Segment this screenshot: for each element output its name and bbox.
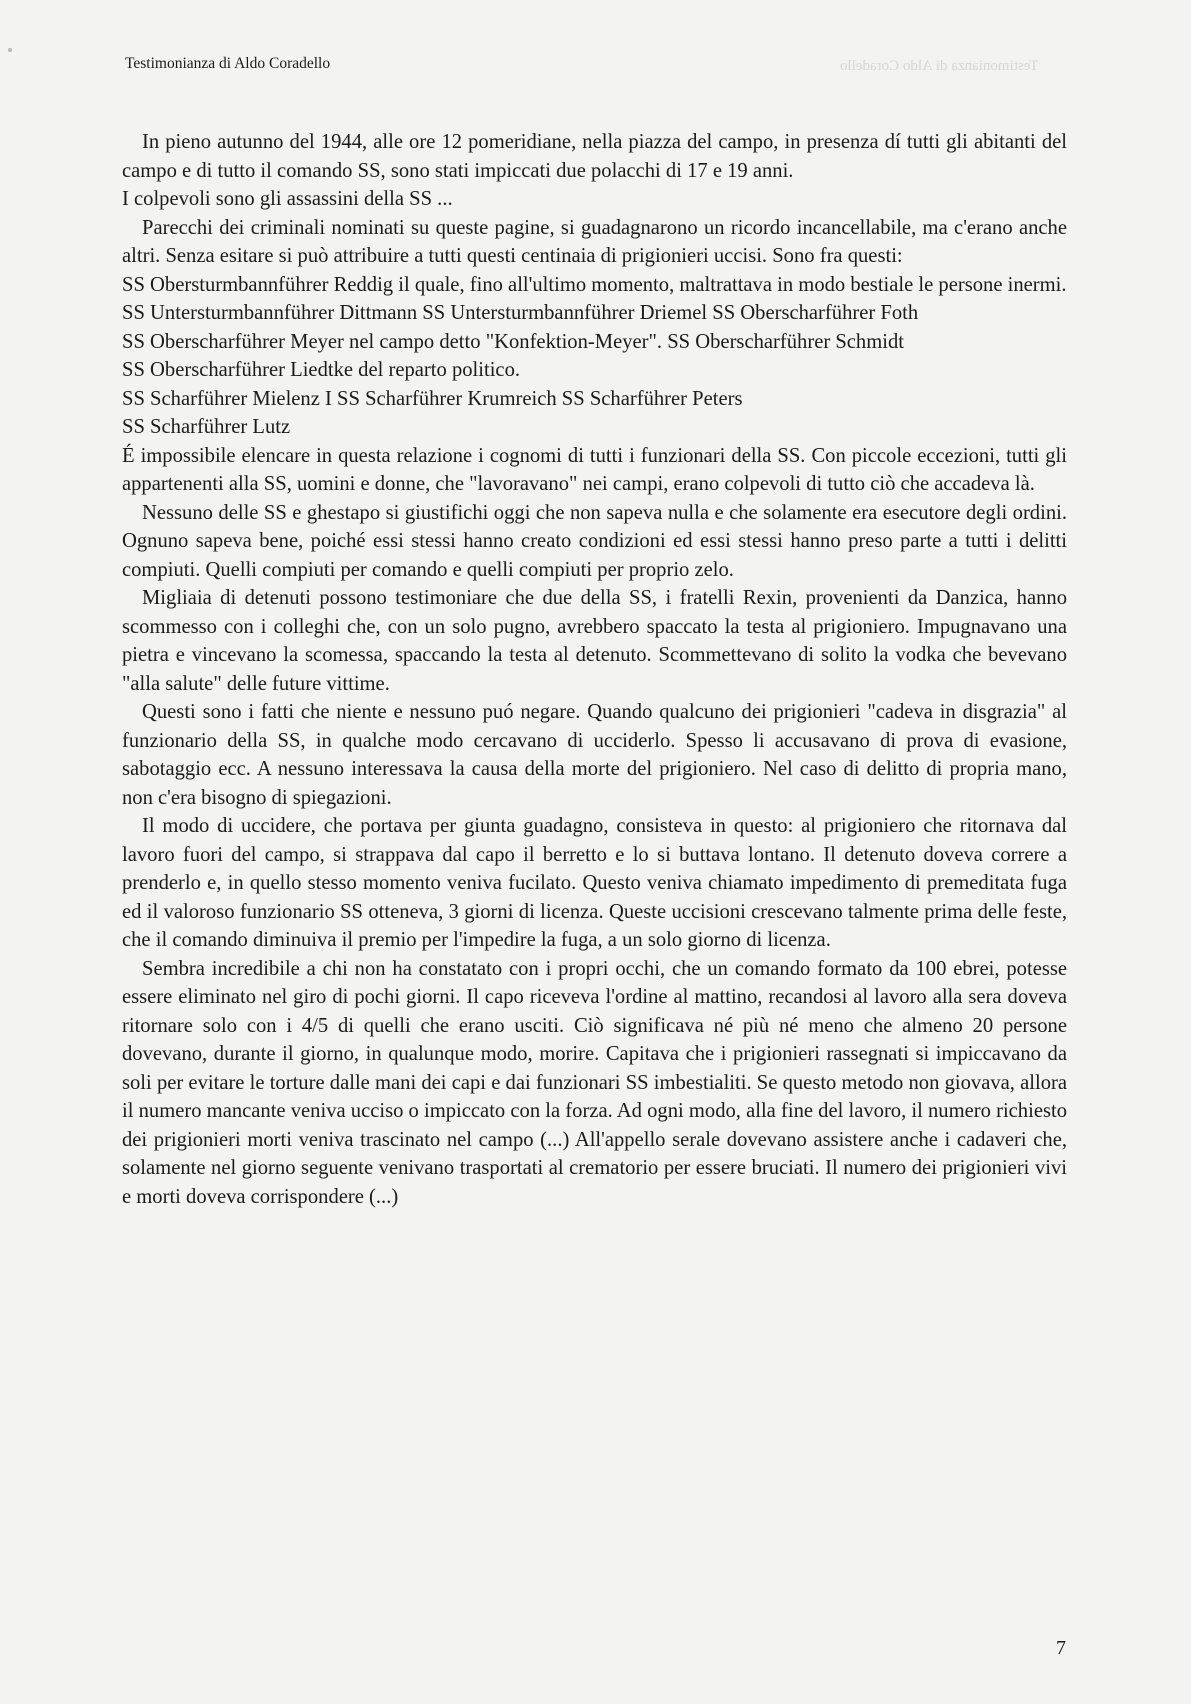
paragraph-no-excuse: Nessuno delle SS e ghestapo si giustifichi oggi che non sapeva nulla e che solamente era esecutore degli ordini. Ognuno sapeva bene, poiché essi stessi hanno creato condizioni ed essi stessi hanno preso parte a tutti i delitti compiuti. Quelli compiuti per comando e quelli compiuti per proprio zelo. bbox=[122, 501, 1067, 581]
paragraph-facts: Questi sono i fatti che niente e nessuno puó negare. Quando qualcuno dei prigionieri "cadeva in disgrazia" al funzionario della SS, in qualche modo cercavano di ucciderlo. Spesso li accusavano di prova di evasione, sabotaggio ecc. A nessuno interessava la causa della morte del prigioniero. Nel caso di delitto di propria mano, non c'era bisogno di spiegazioni. bbox=[122, 701, 1067, 809]
list-item-meyer-schmidt: SS Oberscharführer Meyer nel campo detto "Konfektion-Meyer". SS Oberscharführer Schmidt bbox=[122, 330, 904, 353]
list-item-lutz: SS Scharführer Lutz bbox=[122, 416, 291, 438]
list-item-liedtke: SS Oberscharführer Liedtke del reparto politico. bbox=[122, 359, 521, 381]
paragraph-rexin-brothers: Migliaia di detenuti possono testimoniare che due della SS, i fratelli Rexin, provenienti da Danzica, hanno scommesso con i colleghi che, con un solo pugno, avrebbero spaccato la testa al prigioniero. Impugnavano una pietra e vincevano la scomessa, spaccando la testa al detenuto. Scommettevano di solito la vodka che bevevano "alla salute" delle future vittime. bbox=[122, 587, 1067, 695]
bleed-through-header: Testimonianza di Aldo Coradello bbox=[840, 58, 1039, 74]
paragraph-command-100: Sembra incredibile a chi non ha constatato con i propri occhi, che un comando formato da 100 ebrei, potesse essere eliminato nel giro di pochi giorni. Il capo riceveva l'ordine al mattino, recandosi al lavoro alla sera doveva ritornare solo con i 4/5 di quelli che erano usciti. Ciò significava né più né meno che almeno 20 persone dovevano, durante il giorno, in qualunque modo, morire. Capitava che i prigionieri rassegnati si impiccavano da soli per evitare le torture dalle mani dei capi e dai funzionari SS imbestialiti. Se questo metodo non giovava, allora il numero mancante veniva ucciso o impiccato con la forza. Ad ogni modo, alla fine del lavoro, il numero richiesto dei prigionieri morti veniva trascinato nel campo (...) All'appello serale dovevano assistere anche i cadaveri che, solamente nel giorno seguente venivano trasportati al crematorio per essere bruciati. Il numero dei prigionieri vivi e morti doveva corrispondere (...) bbox=[122, 957, 1067, 1208]
list-item-dittmann-driemel-foth: SS Untersturmbannführer Dittmann SS Untersturmbannführer Driemel SS Oberscharführer Foth bbox=[122, 302, 919, 324]
paragraph-criminals-intro: Parecchi dei criminali nominati su queste pagine, si guadagnarono un ricordo incancellabile, ma c'erano anche altri. Senza esitare si può attribuire a tutti questi centinaia di prigionieri uccisi. Sono fra questi: bbox=[122, 216, 1067, 267]
list-item-reddig: SS Obersturmbannführer Reddig il quale, fino all'ultimo momento, maltrattava in modo bestiale le persone inermi. bbox=[122, 273, 1067, 296]
running-header: Testimonianza di Aldo Coradello bbox=[125, 55, 331, 72]
body-text bbox=[122, 128, 1067, 1211]
paragraph-culprits: I colpevoli sono gli assassini della SS ... bbox=[122, 188, 453, 210]
scan-speck bbox=[8, 48, 12, 52]
paragraph-execution: In pieno autunno del 1944, alle ore 12 pomeridiane, nella piazza del campo, in presenza dí tutti gli abitanti del campo e di tutto il comando SS, sono stati impiccati due polacchi di 17 e 19 anni. bbox=[122, 131, 1067, 182]
list-item-mielenz-krumreich-peters: SS Scharführer Mielenz I SS Scharführer Krumreich SS Scharführer Peters bbox=[122, 387, 743, 410]
paragraph-killing-method: Il modo di uccidere, che portava per giunta guadagno, consisteva in questo: al prigioniero che ritornava dal lavoro fuori del campo, si strappava dal capo il berretto e lo si buttava lontano. Il detenuto doveva correre a prenderlo e, in quello stesso momento veniva fucilato. Questo veniva chiamato impedimento di premeditata fuga ed il valoroso funzionario SS otteneva, 3 giorni di licenza. Queste uccisioni crescevano talmente prima delle feste, che il comando diminuiva il premio per l'impedire la fuga, a un solo giorno di licenza. bbox=[122, 815, 1067, 951]
page-number: 7 bbox=[1056, 1637, 1066, 1659]
paragraph-impossible-list: É impossibile elencare in questa relazione i cognomi di tutti i funzionari della SS. Con piccole eccezioni, tutti gli appartenenti alla SS, uomini e donne, che "lavoravano" nei campi, erano colpevoli di tutto ciò che accadeva là. bbox=[122, 444, 1067, 495]
